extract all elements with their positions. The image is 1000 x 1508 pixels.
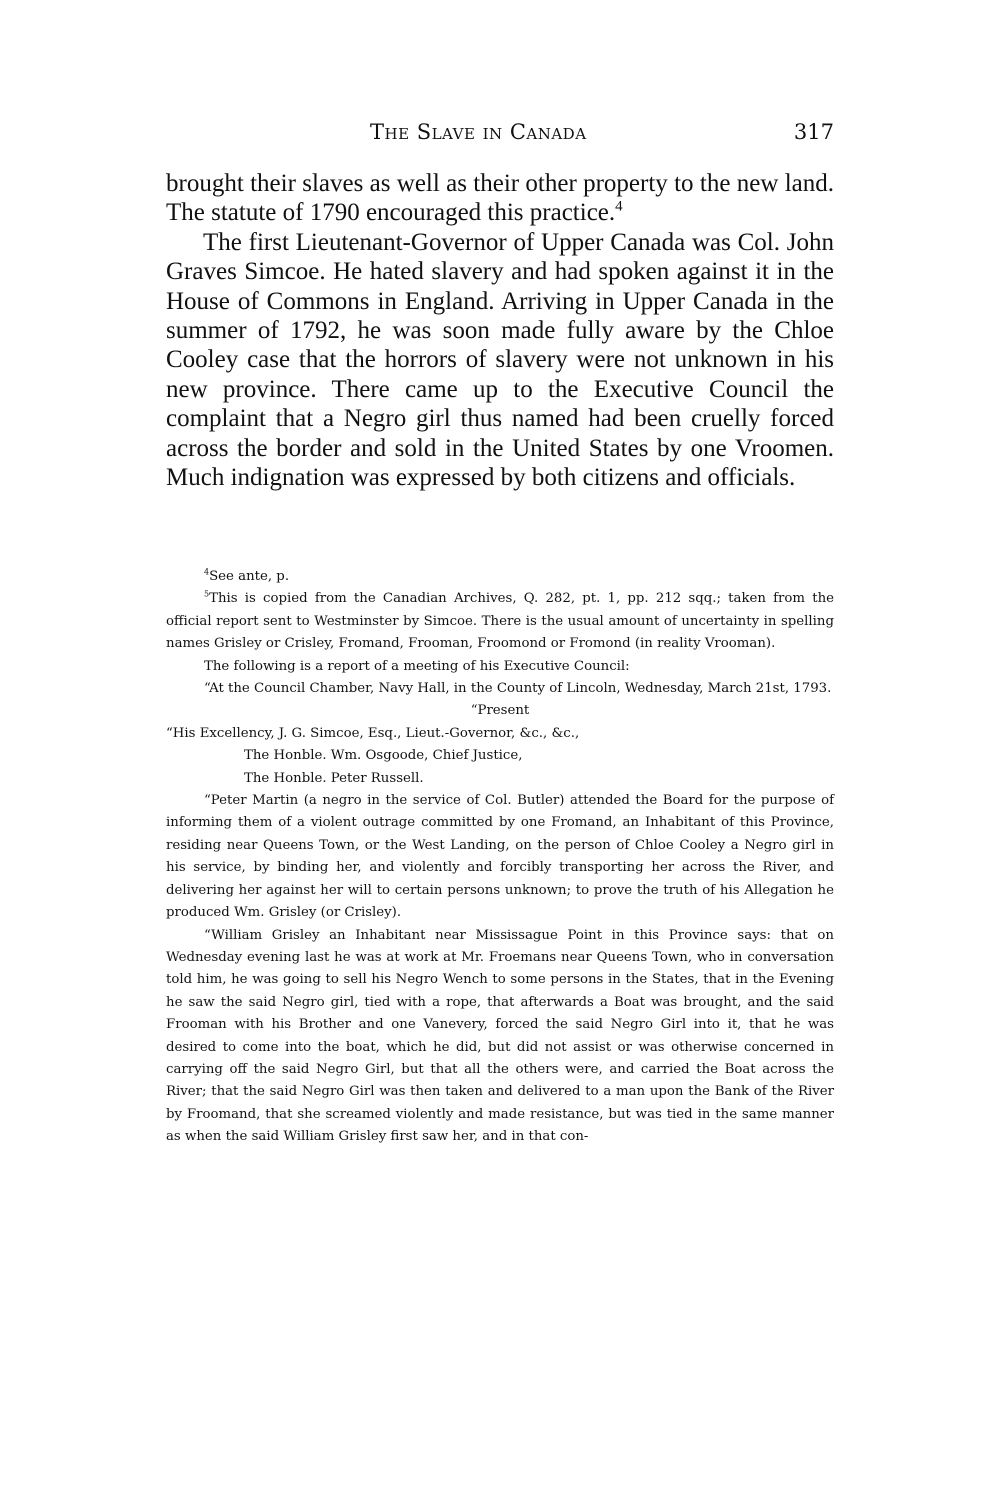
footnotes xyxy=(166,566,834,1149)
present-osgoode: The Honble. Wm. Osgoode, Chief Justice, xyxy=(244,748,523,764)
footnote-intro: The following is a report of a meeting of his Executive Council: xyxy=(204,658,630,674)
footnote-4-text: See ante, p. xyxy=(209,569,290,584)
footnote-4 xyxy=(166,566,834,588)
paragraph-1-text: brought their slaves as well as their other property to the new land. The statute of 1790 encouraged this practice. xyxy=(166,170,834,227)
footnote-5-text: This is copied from the Canadian Archives, Q. 282, pt. 1, pp. 212 sqq.; taken from the official report sent to Westminster by Simcoe. There is the usual amount of uncertainty in spelling names Grisley or Crisley, Fromand, Frooman, Froomond or Fromond (in reality Vrooman). xyxy=(166,591,834,652)
footnote-ref-4: 4 xyxy=(615,199,623,216)
present-heading: “Present xyxy=(470,703,530,719)
footnote-4-mark: 4 xyxy=(204,567,210,577)
footnote-5 xyxy=(166,588,834,655)
present-excellency: “His Excellency, J. G. Simcoe, Esq., Lieut.-Governor, &c., &c., xyxy=(166,725,580,741)
main-text xyxy=(166,169,834,492)
paragraph-2: The first Lieutenant-Governor of Upper Canada was Col. John Graves Simcoe. He hated slavery and had spoken against it in the House of Commons in England. Arriving in Upper Canada in the summer of 1792, he was soon made fully aware by the Chloe Cooley case that the horrors of slavery were not unknown in his new province. There came up to the Executive Council the complaint that a Negro girl thus named had been cruelly forced across the border and sold in the United States by one Vroomen. Much indignation was expressed by both citizens and officials. xyxy=(166,228,834,492)
page-header xyxy=(340,120,834,150)
paragraph-1 xyxy=(166,169,834,228)
grisley-paragraph: “William Grisley an Inhabitant near Mississague Point in this Province says: that on Wednesday evening last he was at work at Mr. Froemans near Queens Town, who in conversation told him, he was going to sell his Negro Wench to some persons in the States, that in the Evening he saw the said Negro girl, tied with a rope, that afterwards a Boat was brought, and the said Frooman with his Brother and one Vanevery, forced the said Negro Girl into it, that he was desired to come into the boat, which he did, but did not assist or was otherwise concerned in carrying off the said Negro Girl, but that all the others were, and carried the Boat across the River; that the said Negro Girl was then taken and delivered to a man upon the Bank of the River by Froomand, that she screamed violently and made resistance, but was tied in the same manner as when the said William Grisley first saw her, and in that con- xyxy=(166,927,834,1145)
footnote-5-mark: 5 xyxy=(204,589,210,599)
present-russell: The Honble. Peter Russell. xyxy=(244,770,424,786)
martin-paragraph: “Peter Martin (a negro in the service of Col. Butler) attended the Board for the purpose of informing them of a violent outrage committed by one Fromand, an Inhabitant of this Province, residing near Queens Town, or the West Landing, on the person of Chloe Cooley a Negro girl in his service, by binding her, and violently and forcibly transporting her across the River, and delivering her against her will to certain persons unknown; to prove the truth of his Allegation he produced Wm. Grisley (or Crisley). xyxy=(166,793,834,921)
council-place: “At the Council Chamber, Navy Hall, in the County of Lincoln, Wednesday, March 21st, 1793. xyxy=(204,681,832,697)
running-title: The Slave in Canada xyxy=(370,120,587,144)
page-number: 317 xyxy=(793,120,834,144)
